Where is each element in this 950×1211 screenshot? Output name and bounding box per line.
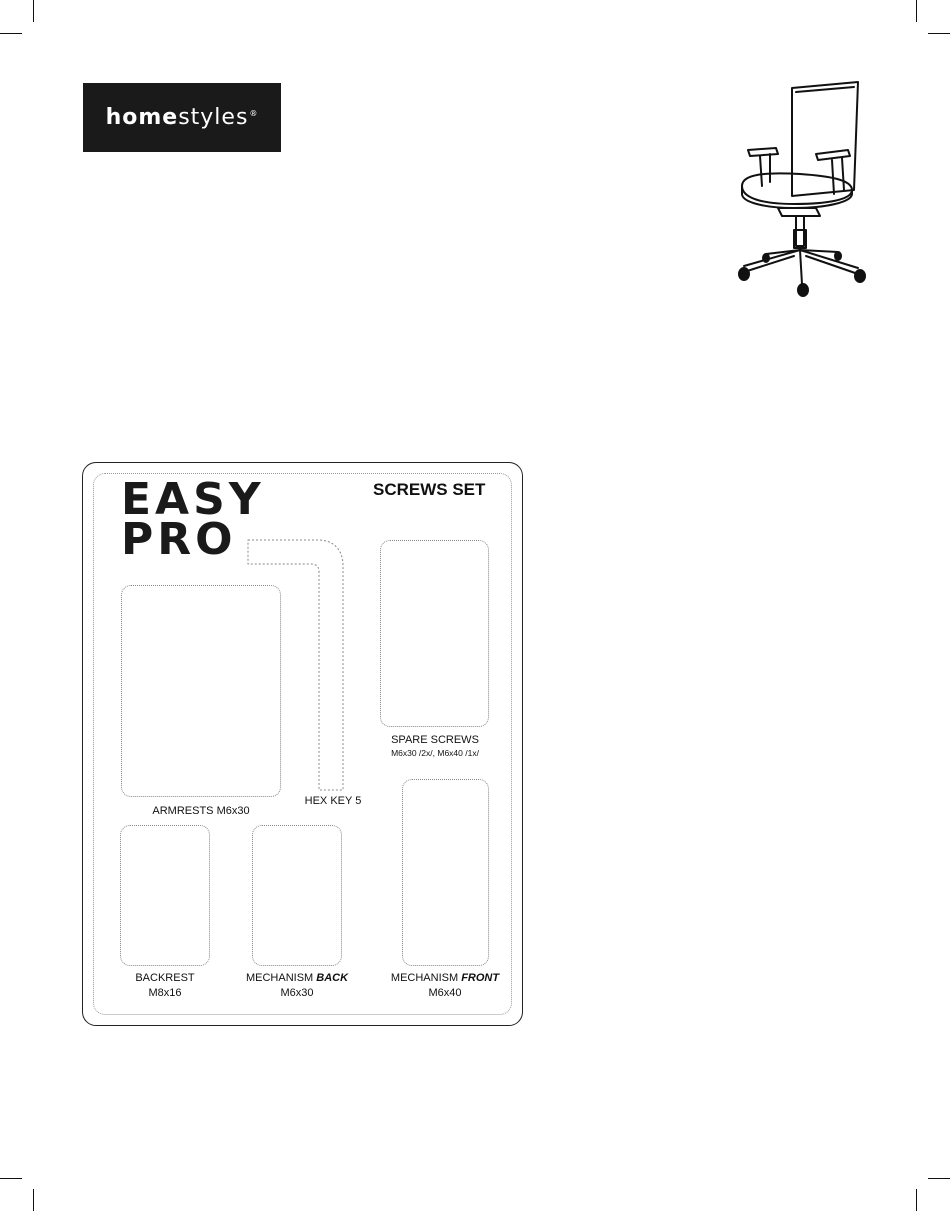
backrest-label-line-1: BACKREST [135, 972, 195, 984]
crop-mark-top-left [33, 0, 34, 22]
spare-screws-slot [380, 540, 489, 727]
office-chair-icon [730, 78, 872, 298]
spare-screws-detail: M6x30 /2x/, M6x40 /1x/ [391, 748, 479, 758]
mechanism-front-label-line-1 [375, 971, 515, 986]
product-name-line-1: EASY [121, 474, 265, 525]
screws-set-sheet [82, 462, 523, 1026]
backrest-slot [120, 825, 210, 966]
product-name [121, 474, 265, 565]
crop-mark-top-right-h [928, 33, 950, 34]
mechanism-back-emphasis: BACK [316, 972, 349, 984]
crop-mark-bottom-right-h [928, 1178, 950, 1179]
mechanism-front-label [375, 971, 515, 1001]
mechanism-front-emphasis: FRONT [461, 972, 500, 984]
logo-main: home [105, 105, 179, 130]
sheet-title: SCREWS SET [373, 480, 486, 499]
mechanism-front-size: M6x40 [428, 987, 462, 999]
backrest-label [110, 971, 220, 1001]
mechanism-front-prefix: MECHANISM [390, 972, 462, 984]
armrests-label: ARMRESTS M6x30 [152, 805, 250, 817]
mechanism-back-prefix: MECHANISM [245, 972, 317, 984]
crop-mark-bottom-right [916, 1189, 917, 1211]
mechanism-back-label [232, 971, 362, 1001]
spare-screws-label: SPARE SCREWS [391, 734, 479, 746]
mechanism-back-size: M6x30 [280, 987, 314, 999]
product-name-line-2: PRO [121, 514, 237, 565]
crop-mark-top-left-h [0, 33, 22, 34]
mechanism-back-slot [252, 825, 342, 966]
mechanism-front-slot [402, 779, 489, 966]
homestyles-logo [83, 83, 281, 152]
crop-mark-bottom-left-h [0, 1178, 22, 1179]
mechanism-back-label-line-1 [232, 971, 362, 986]
logo-text [106, 105, 259, 130]
crop-mark-top-right [916, 0, 917, 22]
logo-rest: styles [178, 105, 249, 130]
logo-registered-mark: ® [249, 108, 259, 118]
backrest-label-line-2: M8x16 [148, 987, 182, 999]
hex-key-label: HEX KEY 5 [304, 795, 362, 807]
crop-mark-bottom-left [33, 1189, 34, 1211]
armrests-slot [121, 585, 281, 797]
